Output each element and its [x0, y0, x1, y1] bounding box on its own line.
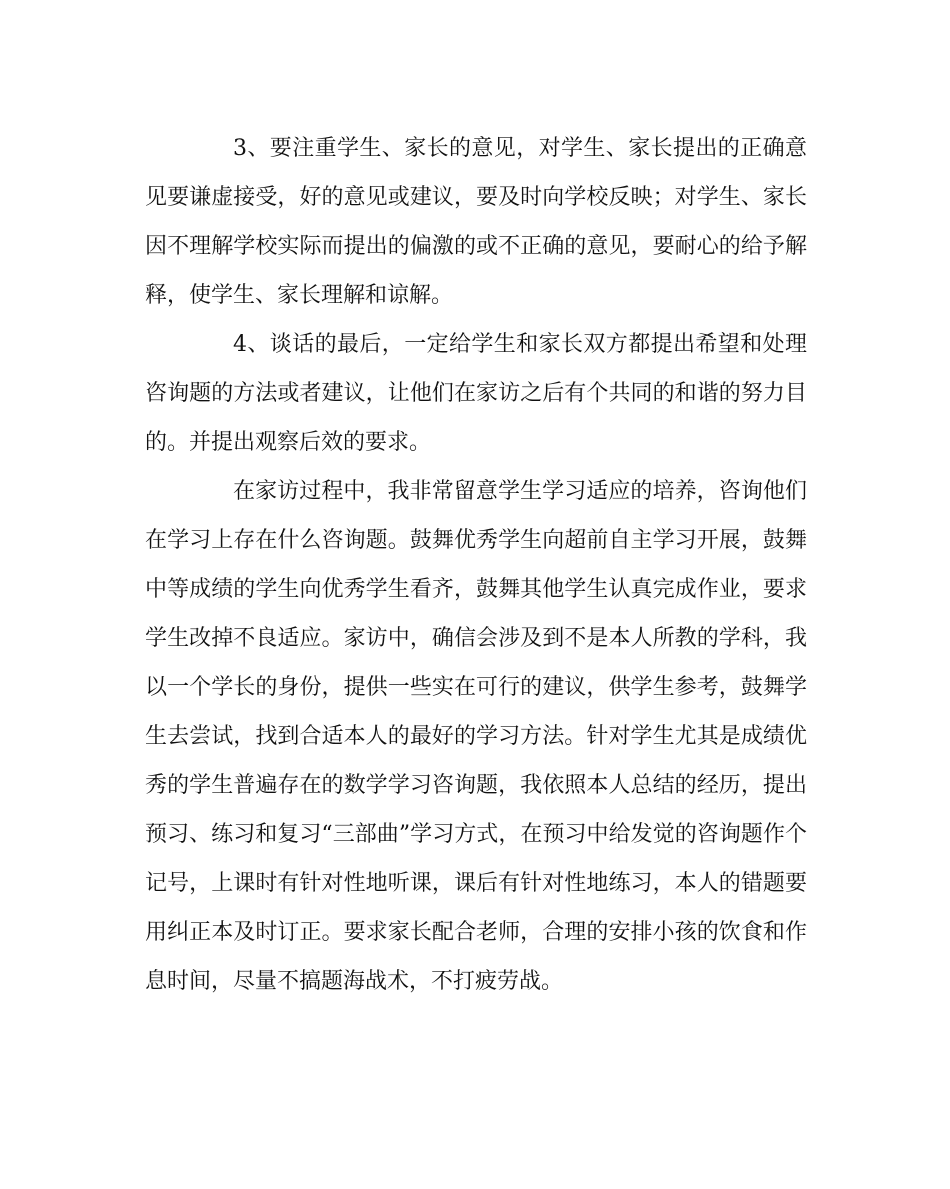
- paragraph-item-4: 4、谈话的最后，一定给学生和家长双方都提出希望和处理咨询题的方法或者建议，让他们在家访之后有个共同的和谐的努力目的。并提出观察后效的要求。: [145, 332, 807, 455]
- document-body: [145, 124, 807, 1006]
- paragraph-item-3: 3、要注重学生、家长的意见，对学生、家长提出的正确意见要谦虚接受，好的意见或建议，要及时向学校反映；对学生、家长因不理解学校实际而提出的偏激的或不正确的意见，要耐心的给予解释，使学生、家长理解和谅解。: [145, 136, 807, 308]
- paragraph-home-visit: 在家访过程中，我非常留意学生学习适应的培养，咨询他们在学习上存在什么咨询题。鼓舞优秀学生向超前自主学习开展，鼓舞中等成绩的学生向优秀学生看齐，鼓舞其他学生认真完成作业，要求学生改掉不良适应。家访中，确信会涉及到不是本人所教的学科，我以一个学长的身份，提供一些实在可行的建议，供学生参考，鼓舞学生去尝试，找到合适本人的最好的学习方法。针对学生尤其是成绩优秀的学生普遍存在的数学学习咨询题，我依照本人总结的经历，提出预习、练习和复习“三部曲”学习方式，在预习中给发觉的咨询题作个记号，上课时有针对性地听课，课后有针对性地练习，本人的错题要用纠正本及时订正。要求家长配合老师，合理的安排小孩的饮食和作息时间，尽量不搞题海战术，不打疲劳战。: [145, 479, 807, 994]
